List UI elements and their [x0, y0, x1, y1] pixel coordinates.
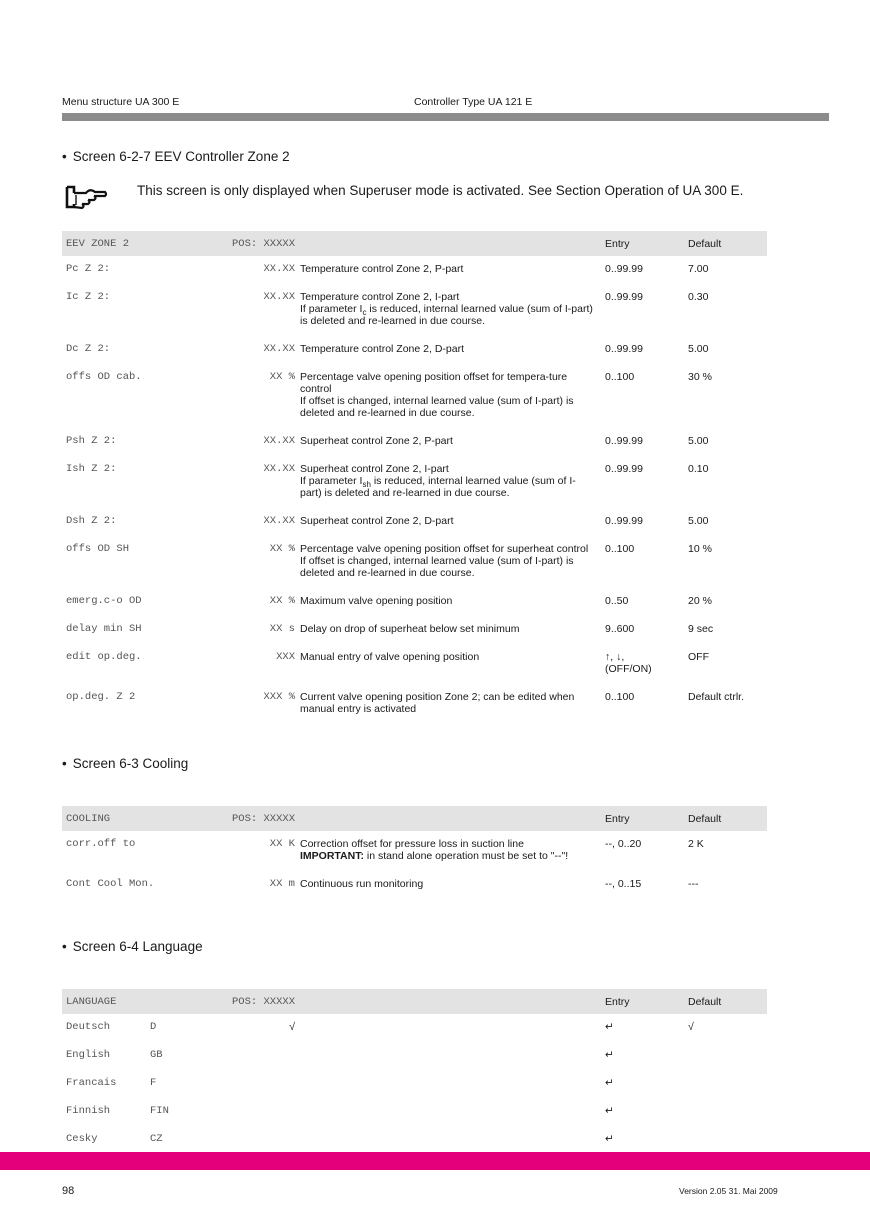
language-row[interactable]: [62, 1070, 767, 1098]
page-number: 98: [62, 1185, 75, 1197]
param-entry: 0..99.99: [605, 515, 643, 527]
language-table: [62, 989, 767, 1154]
param-entry: 0..50: [605, 595, 629, 607]
param-name: offs OD cab.: [66, 371, 142, 383]
pos-label: POS: XXXXX: [222, 231, 300, 256]
table-row: [62, 364, 767, 428]
entry-header: Entry: [605, 231, 688, 256]
param-desc: Delay on drop of superheat below set minimum: [300, 623, 520, 635]
param-value: XX s: [269, 623, 295, 635]
param-value: XX.XX: [263, 291, 295, 303]
pointing-hand-icon: [64, 184, 108, 210]
param-value: XX.XX: [263, 515, 295, 527]
superuser-note: This screen is only displayed when Superuser mode is activated. See Section Operation of UA 300 E.: [137, 183, 744, 198]
language-code: F: [150, 1077, 157, 1089]
param-entry: 0..99.99: [605, 463, 643, 475]
table-title: COOLING: [62, 806, 222, 831]
param-entry: 0..99.99: [605, 291, 643, 303]
param-desc: Temperature control Zone 2, D-part: [300, 343, 464, 355]
table-title: LANGUAGE: [62, 989, 222, 1014]
language-row[interactable]: [62, 1126, 767, 1154]
param-desc: Superheat control Zone 2, P-part: [300, 435, 453, 447]
table-row: [62, 536, 767, 588]
param-default: ---: [688, 878, 699, 890]
language-name: Deutsch: [66, 1021, 111, 1033]
param-default: 9 sec: [688, 623, 714, 635]
language-name: English: [66, 1049, 111, 1061]
param-desc: Maximum valve opening position: [300, 595, 453, 607]
default-header: Default: [688, 989, 767, 1014]
param-name: corr.off to: [66, 838, 136, 850]
default-header: Default: [688, 231, 767, 256]
table-row: [62, 508, 767, 536]
language-row[interactable]: [62, 1014, 767, 1042]
param-desc: Temperature control Zone 2, P-part: [300, 263, 464, 275]
param-default: 10 %: [688, 543, 712, 555]
enter-icon[interactable]: ↵: [605, 1105, 614, 1117]
param-entry: 0..100: [605, 371, 635, 383]
table-header: [62, 989, 767, 1014]
param-default: 2 K: [688, 838, 704, 850]
param-name: Ic Z 2:: [66, 291, 111, 303]
table-row: [62, 831, 767, 871]
language-code: D: [150, 1021, 157, 1033]
param-default: 5.00: [688, 435, 709, 447]
param-name: emerg.c-o OD: [66, 595, 142, 607]
param-name: Ish Z 2:: [66, 463, 117, 475]
param-desc: Percentage valve opening position offset for tempera-ture control If offset is changed, internal learned value (sum of I-part) is deleted and re-learned in due course.: [300, 371, 574, 419]
param-name: edit op.deg.: [66, 651, 142, 663]
language-code: GB: [150, 1049, 163, 1061]
param-value: XX %: [269, 595, 295, 607]
param-entry: ↑, ↓, (OFF/ON): [605, 651, 652, 675]
enter-icon[interactable]: ↵: [605, 1049, 614, 1061]
param-name: offs OD SH: [66, 543, 130, 555]
language-code: FIN: [150, 1105, 169, 1117]
param-value: XXX %: [263, 691, 295, 703]
param-entry: 0..100: [605, 543, 635, 555]
param-entry: 0..99.99: [605, 263, 643, 275]
param-desc: Percentage valve opening position offset for superheat control If offset is changed, internal learned value (sum of I-part) is deleted and re-learned in due course.: [300, 543, 589, 579]
language-name: Cesky: [66, 1133, 98, 1145]
param-value: XX.XX: [263, 343, 295, 355]
eev-zone2-table: [62, 231, 767, 724]
table-row: [62, 256, 767, 284]
table-row: [62, 456, 767, 508]
header-center: Controller Type UA 121 E: [414, 96, 533, 108]
param-value: XX.XX: [263, 263, 295, 275]
enter-icon[interactable]: ↵: [605, 1077, 614, 1089]
default-header: Default: [688, 806, 767, 831]
language-code: CZ: [150, 1133, 163, 1145]
entry-header: Entry: [605, 806, 688, 831]
param-desc: Temperature control Zone 2, I-part If parameter $I_c$ is reduced, internal learned value (sum of I-part) is deleted and re-learned in due course.: [300, 291, 593, 327]
selected-check-icon: √: [289, 1021, 296, 1033]
table-row: [62, 616, 767, 644]
param-entry: 0..99.99: [605, 343, 643, 355]
enter-icon[interactable]: ↵: [605, 1021, 614, 1033]
table-title: EEV ZONE 2: [62, 231, 222, 256]
param-desc: Continuous run monitoring: [300, 878, 424, 890]
param-name: Dc Z 2:: [66, 343, 111, 355]
section-title-cooling: • Screen 6-3 Cooling: [62, 756, 189, 771]
param-desc: Manual entry of valve opening position: [300, 651, 480, 663]
param-default: 0.10: [688, 463, 709, 475]
table-row: [62, 684, 767, 724]
footer-accent-bar: [0, 1152, 870, 1170]
table-header: [62, 806, 767, 831]
param-name: delay min SH: [66, 623, 142, 635]
param-name: Psh Z 2:: [66, 435, 117, 447]
param-value: XX m: [269, 878, 295, 890]
pos-label: POS: XXXXX: [222, 806, 300, 831]
table-row: [62, 871, 767, 899]
param-default: 0.30: [688, 291, 709, 303]
param-default: OFF: [688, 651, 709, 663]
param-entry: 9..600: [605, 623, 635, 635]
language-row[interactable]: [62, 1098, 767, 1126]
language-name: Finnish: [66, 1105, 111, 1117]
version-info: Version 2.05 31. Mai 2009: [679, 1186, 778, 1196]
pos-label: POS: XXXXX: [222, 989, 300, 1014]
param-default: 20 %: [688, 595, 712, 607]
language-row[interactable]: [62, 1042, 767, 1070]
entry-header: Entry: [605, 989, 688, 1014]
param-entry: --, 0..20: [605, 838, 642, 850]
table-row: [62, 284, 767, 336]
param-name: op.deg. Z 2: [66, 691, 136, 703]
param-entry: --, 0..15: [605, 878, 642, 890]
param-desc: Superheat control Zone 2, D-part: [300, 515, 454, 527]
cooling-table: [62, 806, 767, 899]
table-row: [62, 336, 767, 364]
param-name: Dsh Z 2:: [66, 515, 117, 527]
table-row: [62, 588, 767, 616]
param-default: 5.00: [688, 515, 709, 527]
param-default: 30 %: [688, 371, 712, 383]
param-value: XX.XX: [263, 435, 295, 447]
table-header: [62, 231, 767, 256]
header-rule: [62, 113, 829, 121]
param-entry: 0..99.99: [605, 435, 643, 447]
section-title-language: • Screen 6-4 Language: [62, 939, 203, 954]
enter-icon[interactable]: ↵: [605, 1133, 614, 1145]
section-title-eev: • Screen 6-2-7 EEV Controller Zone 2: [62, 149, 290, 164]
param-name: Cont Cool Mon.: [66, 878, 155, 890]
param-desc: Current valve opening position Zone 2; can be edited when manual entry is activated: [300, 691, 575, 715]
header-left: Menu structure UA 300 E: [62, 96, 180, 108]
param-desc: Correction offset for pressure loss in suction line IMPORTANT: in stand alone operation must be set to "--"!: [300, 838, 569, 862]
param-desc: Superheat control Zone 2, I-part If parameter $I_{sh}$ is reduced, internal learned value (sum of I-part) is deleted and re-learned in due course.: [300, 463, 576, 499]
param-entry: 0..100: [605, 691, 635, 703]
table-row: [62, 428, 767, 456]
param-value: XX %: [269, 371, 295, 383]
default-check-icon: √: [688, 1021, 694, 1033]
param-value: XXX: [276, 651, 295, 663]
table-row: [62, 644, 767, 684]
param-default: 7.00: [688, 263, 709, 275]
param-value: XX K: [269, 838, 295, 850]
language-name: Francais: [66, 1077, 117, 1089]
param-default: 5.00: [688, 343, 709, 355]
param-value: XX %: [269, 543, 295, 555]
param-value: XX.XX: [263, 463, 295, 475]
param-name: Pc Z 2:: [66, 263, 111, 275]
param-default: Default ctrlr.: [688, 691, 745, 703]
